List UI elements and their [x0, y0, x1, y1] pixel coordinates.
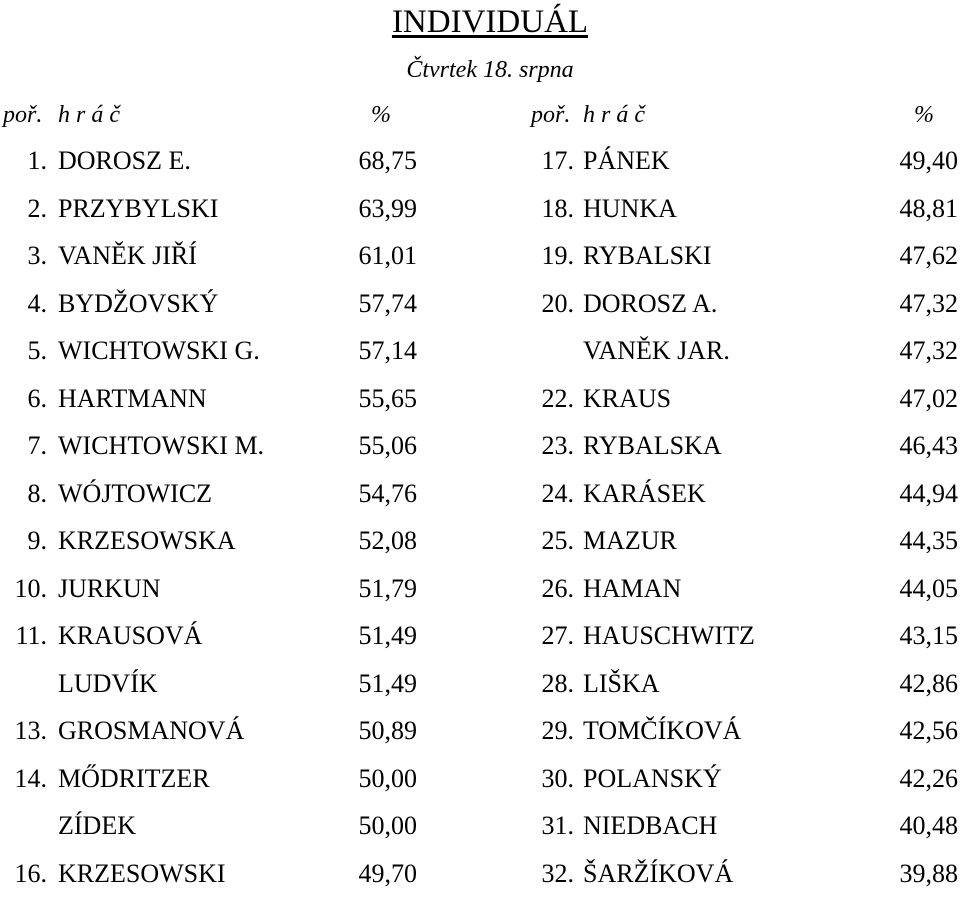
rank: 6.: [27, 383, 47, 413]
header-player: h r á č: [58, 102, 120, 128]
percent-value: 42,86: [899, 668, 958, 698]
rank: 2.: [27, 193, 47, 223]
player-name: HAUSCHWITZ: [583, 621, 755, 650]
player-name: HARTMANN: [58, 383, 207, 413]
percent-value: 52,08: [358, 526, 417, 555]
result-row: [527, 707, 958, 755]
percent-value: 51,49: [358, 621, 417, 650]
result-row: [0, 232, 420, 280]
result-row: [527, 755, 958, 803]
player-name: POLANSKÝ: [583, 763, 722, 793]
percent-value: 51,49: [358, 668, 417, 698]
result-row: [527, 280, 958, 328]
rank: 22.: [541, 383, 574, 413]
player-name: HUNKA: [583, 193, 677, 223]
player-name: BYDŽOVSKÝ: [58, 288, 219, 318]
percent-value: 61,01: [358, 241, 417, 270]
rank: 26.: [541, 573, 574, 603]
page-title: INDIVIDUÁL: [391, 4, 589, 40]
header-percent: %: [371, 102, 391, 128]
rank: 16.: [14, 858, 47, 888]
player-name: HAMAN: [583, 573, 682, 603]
percent-value: 44,35: [899, 526, 958, 555]
player-name: TOMČÍKOVÁ: [583, 716, 742, 745]
rank: 11.: [15, 621, 47, 650]
player-name: GROSMANOVÁ: [58, 716, 245, 745]
percent-value: 49,70: [358, 858, 417, 888]
rank: 13.: [14, 716, 47, 745]
header-rank: poř.: [3, 102, 43, 128]
percent-value: 44,94: [899, 478, 958, 508]
page-subtitle-date: Čtvrtek 18. srpna: [406, 57, 574, 83]
player-name: VANĚK JIŘÍ: [58, 241, 197, 270]
rank: 27.: [541, 621, 574, 650]
player-name: MŐDRITZER: [58, 763, 210, 793]
player-name: KRZESOWSKI: [58, 858, 226, 888]
percent-value: 42,26: [899, 763, 958, 793]
result-row: [527, 185, 958, 233]
result-row: [0, 660, 420, 708]
player-name: ŠARŽÍKOVÁ: [583, 858, 734, 888]
rank: 7.: [27, 431, 47, 460]
rank: 4.: [27, 288, 47, 318]
result-row: [0, 375, 420, 423]
player-name: KARÁSEK: [583, 478, 706, 508]
player-name: WICHTOWSKI M.: [58, 431, 265, 460]
header-percent: %: [914, 102, 934, 128]
result-row: [527, 327, 958, 375]
result-row: [0, 802, 420, 850]
player-name: LUDVÍK: [58, 668, 158, 698]
result-row: [0, 612, 420, 660]
percent-value: 63,99: [358, 193, 417, 223]
result-row: [0, 517, 420, 565]
percent-value: 43,15: [899, 621, 958, 650]
player-name: RYBALSKI: [583, 241, 712, 270]
rank: 10.: [14, 573, 47, 603]
result-row: [0, 755, 420, 803]
result-row: [0, 565, 420, 613]
percent-value: 54,76: [358, 478, 417, 508]
player-name: ZÍDEK: [58, 811, 136, 840]
rank: 14.: [14, 763, 47, 793]
rank: 24.: [541, 478, 574, 508]
rank: 19.: [541, 241, 574, 270]
player-name: MAZUR: [583, 526, 677, 555]
result-row: [527, 565, 958, 613]
player-name: DOROSZ E.: [58, 146, 191, 175]
player-name: NIEDBACH: [583, 811, 718, 840]
player-name: WICHTOWSKI G.: [58, 336, 260, 365]
header-player: h r á č: [583, 102, 645, 128]
rank: 25.: [541, 526, 574, 555]
result-row: [0, 470, 420, 518]
result-row: [527, 517, 958, 565]
result-row: [527, 470, 958, 518]
percent-value: 49,40: [899, 146, 958, 175]
rank: 18.: [541, 193, 574, 223]
result-row: [0, 422, 420, 470]
left-results-column: [0, 137, 420, 897]
rank: 3.: [27, 241, 47, 270]
rank: 28.: [541, 668, 574, 698]
player-name: RYBALSKA: [583, 431, 722, 460]
result-row: [527, 137, 958, 185]
player-name: KRAUSOVÁ: [58, 621, 203, 650]
player-name: LIŠKA: [583, 668, 660, 698]
rank: 29.: [541, 716, 574, 745]
rank: 20.: [541, 288, 574, 318]
right-results-column: [527, 137, 958, 897]
player-name: VANĚK JAR.: [583, 336, 730, 365]
player-name: DOROSZ A.: [583, 288, 718, 318]
player-name: WÓJTOWICZ: [58, 478, 213, 508]
player-name: KRAUS: [583, 383, 672, 413]
rank: 17.: [541, 146, 574, 175]
percent-value: 55,65: [358, 383, 417, 413]
percent-value: 40,48: [899, 811, 958, 840]
percent-value: 39,88: [899, 858, 958, 888]
percent-value: 50,00: [358, 763, 417, 793]
percent-value: 48,81: [899, 193, 958, 223]
result-row: [527, 232, 958, 280]
percent-value: 50,89: [358, 716, 417, 745]
result-row: [527, 612, 958, 660]
rank: 31.: [541, 811, 574, 840]
percent-value: 55,06: [358, 431, 417, 460]
result-row: [0, 707, 420, 755]
result-row: [527, 660, 958, 708]
result-row: [0, 185, 420, 233]
percent-value: 46,43: [899, 431, 958, 460]
result-row: [527, 375, 958, 423]
percent-value: 68,75: [358, 146, 417, 175]
player-name: PÁNEK: [583, 146, 670, 175]
percent-value: 57,74: [358, 288, 417, 318]
result-row: [527, 422, 958, 470]
percent-value: 50,00: [358, 811, 417, 840]
rank: 1.: [27, 146, 47, 175]
percent-value: 47,32: [899, 336, 958, 365]
result-row: [527, 850, 958, 898]
player-name: PRZYBYLSKI: [58, 193, 219, 223]
rank: 9.: [27, 526, 47, 555]
rank: 32.: [541, 858, 574, 888]
result-row: [0, 327, 420, 375]
player-name: JURKUN: [58, 573, 161, 603]
player-name: KRZESOWSKA: [58, 526, 236, 555]
percent-value: 47,32: [899, 288, 958, 318]
result-row: [0, 280, 420, 328]
rank: 8.: [27, 478, 47, 508]
result-row: [527, 802, 958, 850]
rank: 23.: [541, 431, 574, 460]
rank: 30.: [541, 763, 574, 793]
header-rank: poř.: [531, 102, 571, 128]
rank: 5.: [27, 336, 47, 365]
percent-value: 57,14: [358, 336, 417, 365]
result-row: [0, 850, 420, 898]
percent-value: 44,05: [899, 573, 958, 603]
percent-value: 42,56: [899, 716, 958, 745]
percent-value: 47,02: [899, 383, 958, 413]
percent-value: 51,79: [358, 573, 417, 603]
result-row: [0, 137, 420, 185]
percent-value: 47,62: [899, 241, 958, 270]
